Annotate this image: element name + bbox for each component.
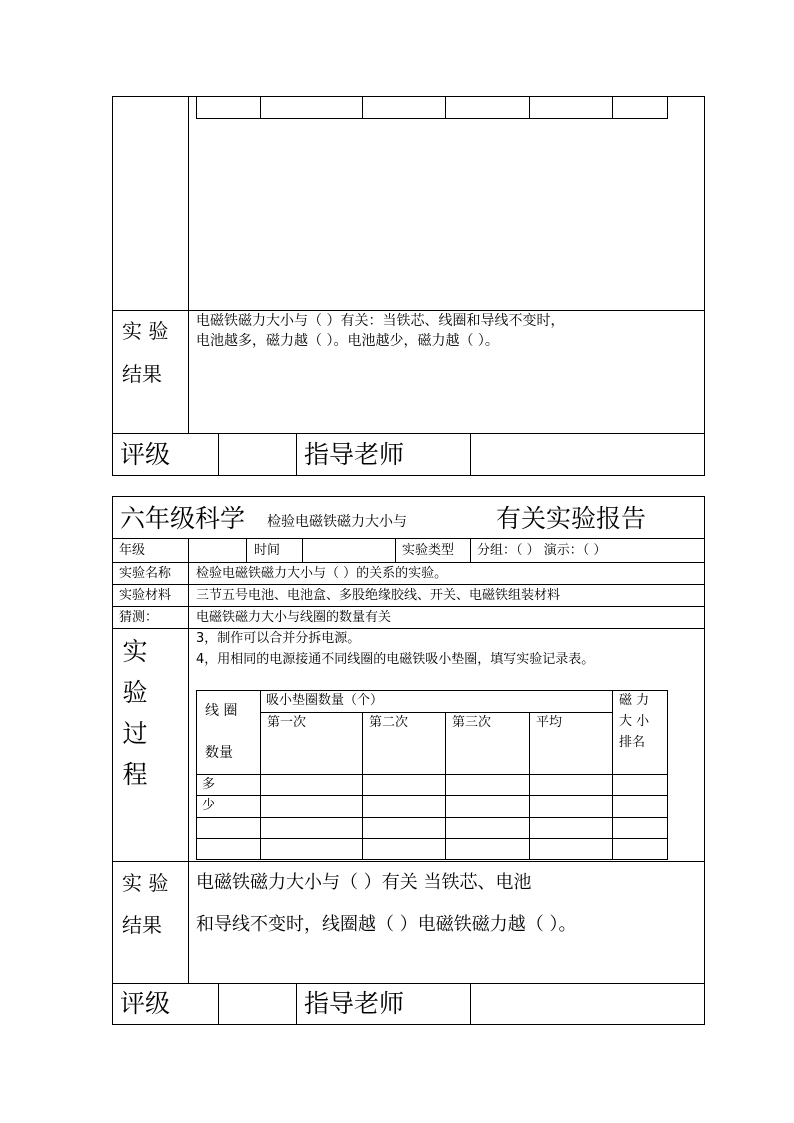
process-step-4: 4，用相同的电源接通不同线圈的电磁铁吸小垫圈，填写实验记录表。	[196, 652, 595, 667]
grade-divider	[470, 983, 471, 1025]
col-header-1: 第一次	[267, 715, 307, 730]
report-result-text-line2: 和导线不变时，线圈越（ ）电磁铁磁力越（ ）。	[196, 914, 577, 935]
report-title-right: 有关实验报告	[496, 504, 647, 533]
table-cell-divider	[612, 96, 613, 119]
count-header: 吸小垫圈数量（个）	[266, 693, 384, 708]
coil-label-line2: 数量	[205, 745, 233, 761]
report-result-label-line1: 实 验	[122, 871, 169, 895]
report-result-top-line	[112, 861, 705, 862]
row-line	[112, 562, 705, 563]
row-label-many: 多	[202, 777, 216, 792]
process-label-char: 程	[122, 760, 148, 789]
grade-label: 评级	[120, 440, 171, 469]
table-col-line	[612, 690, 613, 860]
name-value: 检验电磁铁磁力大小与（ ）的关系的实验。	[196, 566, 448, 581]
result-text-line1: 电磁铁磁力大小与（ ）有关：当铁芯、线圈和导线不变时，	[196, 313, 565, 329]
report-title-main: 六年级科学	[120, 504, 246, 533]
table-row-line	[260, 712, 612, 713]
cell-divider	[302, 538, 303, 562]
table-row-line	[196, 817, 668, 818]
teacher-label: 指导老师	[304, 440, 405, 469]
report-top-border	[112, 496, 705, 497]
name-label: 实验名称	[119, 566, 172, 581]
table-cell-divider	[362, 96, 363, 119]
right-border	[704, 96, 705, 476]
rank-header-line2: 大 小	[619, 714, 650, 729]
col-header-3: 第三次	[452, 715, 492, 730]
rank-header-line3: 排名	[619, 735, 646, 750]
process-label-char: 实	[122, 637, 148, 666]
row-label-few: 少	[202, 798, 216, 813]
report-left-border	[112, 496, 113, 1025]
rank-header-line1: 磁 力	[619, 693, 650, 708]
report-grade-label: 评级	[120, 989, 171, 1018]
cell-divider	[395, 538, 396, 562]
table-cell-divider	[445, 96, 446, 119]
report-result-text-line1: 电磁铁磁力大小与（ ）有关 当铁芯、电池	[196, 872, 532, 893]
report-teacher-label: 指导老师	[304, 989, 405, 1018]
label-column-divider	[188, 96, 189, 433]
table-cell-divider	[260, 96, 261, 119]
table-cell-divider	[529, 96, 530, 119]
guess-value: 电磁铁磁力大小与线圈的数量有关	[196, 610, 392, 625]
report-result-label-line2: 结果	[122, 913, 162, 937]
row-line	[112, 628, 705, 629]
row-line	[112, 584, 705, 585]
grade-divider	[218, 983, 219, 1025]
col-header-4: 平均	[536, 715, 563, 730]
grade-divider	[296, 433, 297, 476]
table-row-line	[196, 795, 668, 796]
left-border	[112, 96, 113, 476]
group-field-text: 分组：（ ） 演示：（ ）	[477, 543, 607, 558]
result-label-line2: 结果	[122, 362, 162, 386]
row-line	[112, 606, 705, 607]
grade-top-line	[112, 433, 705, 434]
report-right-border	[704, 496, 705, 1025]
materials-value: 三节五号电池、电池盒、多股绝缘胶线、开关、电磁铁组装材料	[196, 588, 561, 603]
grade-divider	[470, 433, 471, 476]
process-step-3: 3，制作可以合并分拆电源。	[196, 631, 361, 646]
report-grade-top-line	[112, 983, 705, 984]
cell-divider	[188, 538, 189, 562]
time-field-label: 时间	[254, 543, 281, 558]
type-field-label: 实验类型	[402, 543, 455, 558]
report-label-column-divider	[188, 562, 189, 983]
grade-field-label: 年级	[119, 543, 146, 558]
result-text-line2: 电池越多，磁力越（ ）。电池越少，磁力越（ ）。	[196, 333, 499, 349]
col-header-2: 第二次	[369, 715, 409, 730]
row-line	[112, 538, 705, 539]
cell-divider	[470, 538, 471, 562]
report-title-small: 检验电磁铁磁力大小与	[267, 514, 407, 530]
continued-table-row	[196, 96, 668, 119]
process-label-char: 验	[122, 678, 148, 707]
process-label-char: 过	[122, 719, 148, 748]
result-label-line1: 实 验	[122, 319, 169, 343]
grade-divider	[296, 983, 297, 1025]
cell-divider	[246, 538, 247, 562]
table-row-line	[196, 774, 668, 775]
grade-divider	[218, 433, 219, 476]
bottom-border	[112, 475, 705, 476]
table-row-line	[196, 838, 668, 839]
coil-label-line1: 线 圈	[205, 703, 238, 719]
guess-label: 猜测：	[119, 610, 159, 625]
report-bottom-border	[112, 1024, 705, 1025]
materials-label: 实验材料	[119, 588, 172, 603]
result-top-line	[112, 310, 705, 311]
table-col-line	[260, 690, 261, 860]
